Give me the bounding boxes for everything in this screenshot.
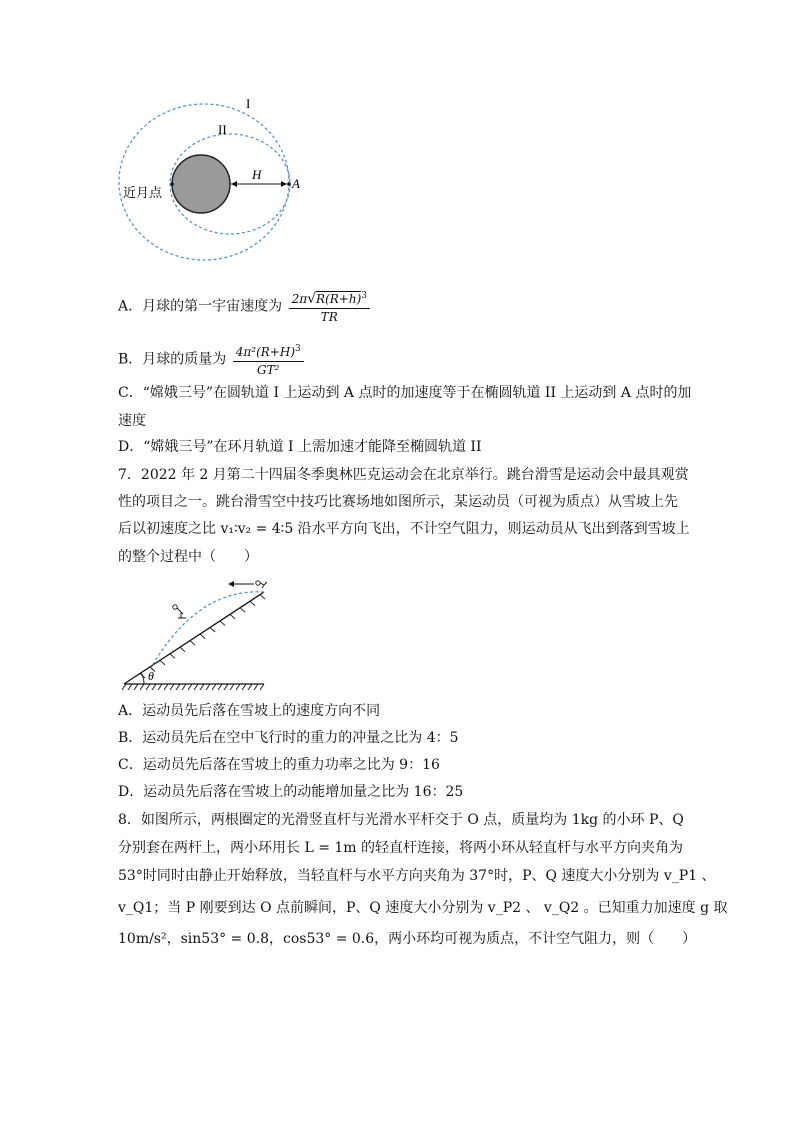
formula-coef: 2π (291, 292, 308, 306)
arrowhead-right (281, 181, 287, 187)
option-6A-text: A．月球的第一宇宙速度为 (118, 298, 283, 315)
label-orbit-I: I (246, 96, 251, 111)
perilune-point (170, 182, 174, 186)
option-7D: D．运动员先后落在雪坡上的动能增加量之比为 16：25 (118, 784, 464, 800)
skier-head-top (256, 581, 260, 585)
skier-body-top (260, 582, 267, 588)
question-8-line4: v_Q1；当 P 刚要到达 O 点前瞬间，P、Q 速度大小分别为 v_P2 、 v_Q2 。已知重力加速度 g 取 (118, 900, 728, 916)
lunar-orbit-figure (118, 92, 318, 272)
formula-mass-exp: 3 (295, 344, 301, 354)
slope-line (124, 592, 264, 684)
arrowhead-left (231, 181, 237, 187)
option-6C-line2: 速度 (118, 413, 146, 429)
question-7-line3: 后以初速度之比 v₁∶v₂ = 4∶5 沿水平方向飞出，不计空气阻力，则运动员从飞出到落到雪坡上 (118, 521, 690, 537)
point-A (287, 182, 291, 186)
question-7-line4: 的整个过程中（ ） (118, 549, 258, 565)
slope-hatch (140, 595, 265, 678)
question-8-line5: 10m/s²，sin53° = 0.8，cos53° = 0.6，两小环均可视为质点，不计空气阻力，则（ ） (118, 931, 697, 947)
label-orbit-II: II (218, 122, 227, 137)
label-H: H (252, 167, 262, 182)
option-6C-line1: C．“嫦娥三号”在圆轨道 I 上运动到 A 点时的加速度等于在椭圆轨道 II 上运动到 A 点时的加 (118, 385, 692, 401)
option-6D: D．“嫦娥三号”在环月轨道 I 上需加速才能降至椭圆轨道 II (118, 439, 482, 455)
option-7A: A．运动员先后落在雪坡上的速度方向不同 (118, 703, 381, 719)
option-7C: C．运动员先后落在雪坡上的重力功率之比为 9：16 (118, 757, 440, 773)
option-6A (118, 288, 370, 325)
launch-arrowhead (228, 581, 234, 587)
formula-first-cosmic-velocity: $\frac{2\pi√R(R+h)^3}{TR}$ (289, 288, 370, 325)
option-6B (118, 341, 304, 378)
formula-moon-mass (233, 341, 304, 378)
formula-mass-num: 4π²(R+H) (235, 345, 295, 359)
ski-slope-figure (118, 574, 278, 694)
skier-head-mid (173, 605, 177, 609)
formula-exp: 3 (361, 291, 367, 301)
label-perilune: 近月点 (123, 185, 163, 200)
ground-hatch (122, 684, 264, 690)
option-7B: B．运动员先后在空中飞行时的重力的冲量之比为 4：5 (118, 730, 459, 746)
option-6B-text: B．月球的质量为 (118, 351, 227, 368)
skier-body-mid (177, 608, 186, 618)
moon-body (172, 155, 230, 213)
label-A: A (292, 176, 300, 191)
question-7-line2: 性的项目之一。跳台滑雪空中技巧比赛场地如图所示，某运动员（可视为质点）从雪坡上先 (118, 494, 678, 510)
angle-arc (141, 673, 144, 684)
question-8-line1: 8．如图所示，两根圈定的光滑竖直杆与光滑水平杆交于 O 点，质量均为 1kg 的小环 P、Q (118, 812, 684, 828)
formula-den: TR (320, 310, 338, 324)
formula-root: R(R+h) (316, 292, 362, 306)
question-8-line3: 53°时同时由静止开始释放，当轻直杆与水平方向夹角为 37°时，P、Q 速度大小分别为 v_P1 、 (118, 868, 716, 884)
formula-mass-den: GT² (257, 363, 280, 377)
question-8-line2: 分别套在两杆上，两小环用长 L = 1m 的轻直杆连接，将两小环从轻直杆与水平方向夹角为 (118, 840, 684, 856)
label-theta: θ (148, 669, 154, 683)
question-7-line1: 7．2022 年 2 月第二十四届冬季奥林匹克运动会在北京举行。跳台滑雪是运动会中最具观赏 (118, 467, 689, 483)
